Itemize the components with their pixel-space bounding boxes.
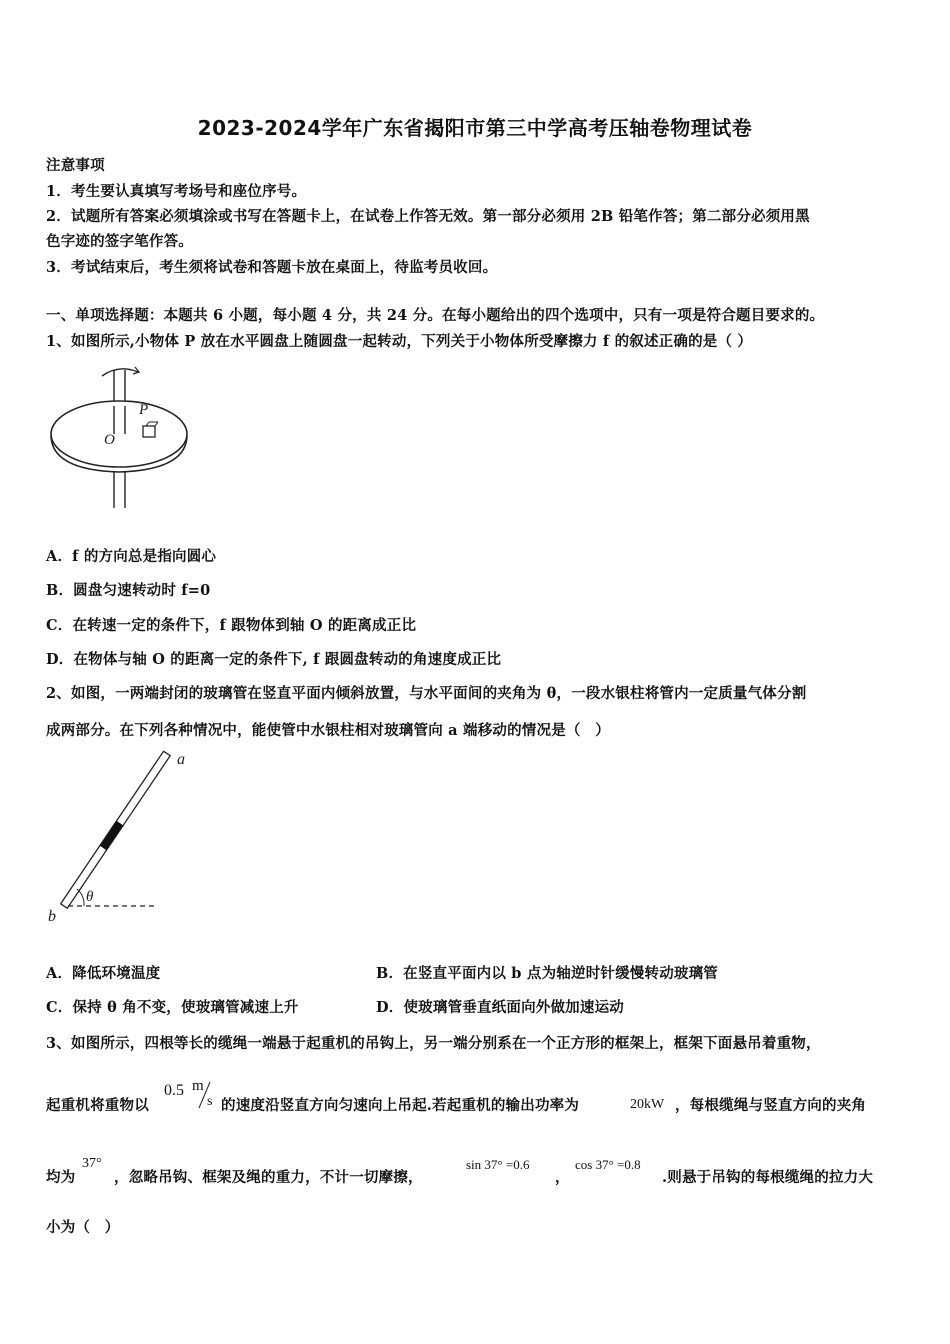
notice-item: 2．试题所有答案必须填涂或书写在答题卡上，在试卷上作答无效。第一部分必须用 2B 铅笔作答；第二部分必须用黑 <box>46 208 810 225</box>
notice-item: 3．考试结束后，考生须将试卷和答题卡放在桌面上，待监考员收回。 <box>46 259 498 276</box>
q3-line2-post: ，每根缆绳与竖直方向的夹角 <box>675 1097 867 1114</box>
q3-line1: 3、如图所示，四根等长的缆绳一端悬于起重机的吊钩上，另一端分别系在一个正方形的框架上，框架下面悬吊着重物， <box>46 1035 821 1052</box>
q2-tube-figure <box>44 748 204 928</box>
label-o: O <box>104 432 115 448</box>
q2-stem-line1: 2、如图，一两端封闭的玻璃管在竖直平面内倾斜放置，与水平面间的夹角为 θ，一段水银柱将管内一定质量气体分割 <box>46 685 807 702</box>
label-p: P <box>139 402 149 418</box>
sin-value: sin 37° =0.6 <box>466 1157 530 1172</box>
q2-option-c: C．保持 θ 角不变，使玻璃管减速上升 <box>46 999 299 1016</box>
power-value: 20kW <box>630 1097 665 1112</box>
q2-stem-line2: 成两部分。在下列各种情况中，能使管中水银柱相对玻璃管向 a 端移动的情况是（ ） <box>46 722 610 739</box>
q3-line2-mid: 的速度沿竖直方向匀速向上吊起.若起重机的输出功率为 <box>221 1097 580 1114</box>
notice-heading: 注意事项 <box>46 157 105 174</box>
page-title: 2023-2024学年广东省揭阳市第三中学高考压轴卷物理试卷 <box>197 116 753 140</box>
label-b: b <box>48 908 56 925</box>
q1-stem: 1、如图所示,小物体 P 放在水平圆盘上随圆盘一起转动，下列关于小物体所受摩擦力 f 的叙述正确的是（ ） <box>46 333 753 350</box>
notice-item: 1．考生要认真填写考场号和座位序号。 <box>46 183 307 200</box>
section-heading: 一、单项选择题：本题共 6 小题，每小题 4 分，共 24 分。在每小题给出的四个选项中，只有一项是符合题目要求的。 <box>46 307 825 324</box>
q1-option-b: B．圆盘匀速转动时 f=0 <box>46 582 211 599</box>
speed-value: 0.5 <box>164 1082 184 1099</box>
notice-item: 色字迹的签字笔作答。 <box>46 233 193 250</box>
q3-line3-post: .则悬于吊钩的每根缆绳的拉力大 <box>662 1169 874 1186</box>
separator: ， <box>555 1169 570 1186</box>
q2-option-b: B．在竖直平面内以 b 点为轴逆时针缓慢转动玻璃管 <box>376 965 718 982</box>
q3-line3-mid: ，忽略吊钩、框架及绳的重力，不计一切摩擦， <box>114 1169 423 1186</box>
speed-unit-bottom: s <box>207 1094 213 1109</box>
angle-value: 37° <box>82 1156 102 1171</box>
q1-option-c: C．在转速一定的条件下，f 跟物体到轴 O 的距离成正比 <box>46 617 417 634</box>
label-a: a <box>177 751 185 768</box>
label-theta: θ <box>86 889 94 905</box>
q2-option-d: D．使玻璃管垂直纸面向外做加速运动 <box>376 999 624 1016</box>
cos-value: cos 37° =0.8 <box>575 1157 641 1172</box>
q3-line3-pre: 均为 <box>46 1169 76 1186</box>
speed-unit-top: m <box>192 1078 204 1094</box>
q2-option-a: A．降低环境温度 <box>46 965 161 982</box>
q1-option-d: D．在物体与轴 O 的距离一定的条件下, f 跟圆盘转动的角速度成正比 <box>46 651 502 668</box>
q1-disc-figure <box>46 362 206 512</box>
q3-line2-pre: 起重机将重物以 <box>46 1097 149 1114</box>
q3-line4: 小为（ ） <box>46 1219 120 1236</box>
q1-option-a: A．f 的方向总是指向圆心 <box>46 548 217 565</box>
